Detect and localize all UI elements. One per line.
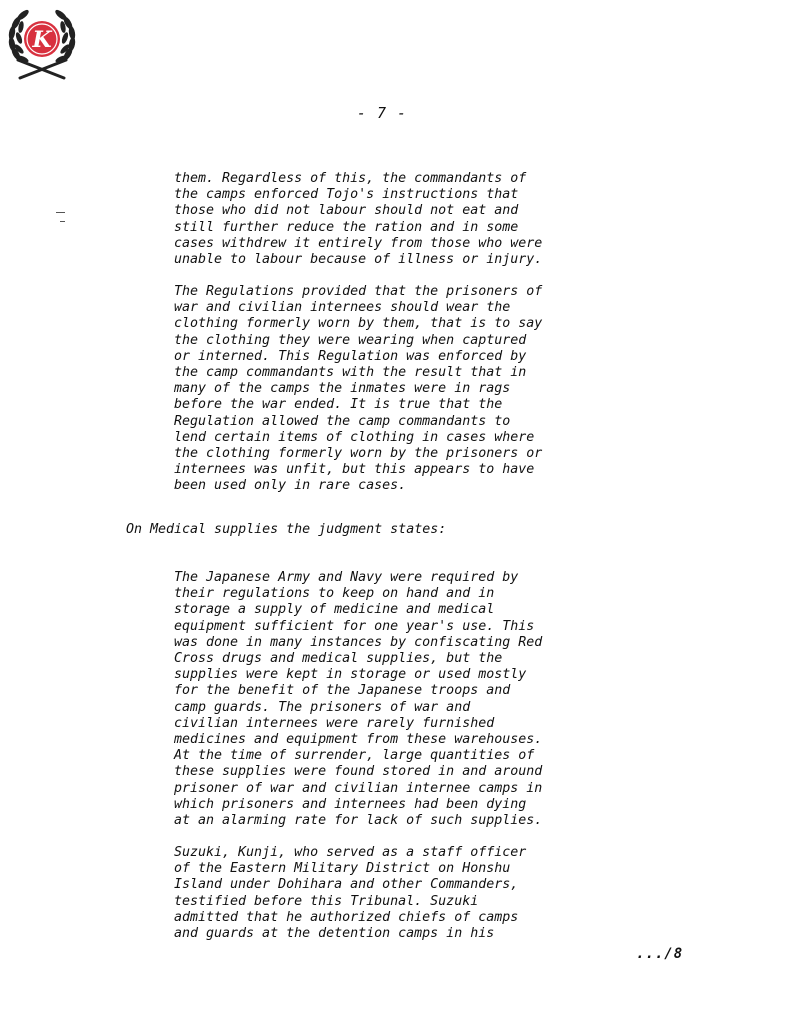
text-line: testified before this Tribunal. Suzuki <box>174 893 479 909</box>
text-line: equipment sufficient for one year's use. This <box>174 618 535 634</box>
text-line: admitted that he authorized chiefs of camps <box>174 909 519 925</box>
text-line: them. Regardless of this, the commandants of <box>174 171 527 186</box>
text-line: the clothing they were wearing when captured <box>174 332 527 348</box>
text-line: these supplies were found stored in and around <box>174 764 543 780</box>
text-line: or interned. This Regulation was enforced by <box>174 348 527 364</box>
text-line: storage a supply of medicine and medical <box>174 602 495 618</box>
text-line: The Regulations provided that the prisoners of <box>174 284 543 299</box>
text-line: lend certain items of clothing in cases where <box>174 429 535 445</box>
text-line: Cross drugs and medical supplies, but the <box>174 651 503 667</box>
text-line: unable to labour because of illness or injury. <box>174 252 543 268</box>
paragraph-2 <box>174 284 600 495</box>
stray-mark <box>60 221 65 222</box>
text-line: many of the camps the inmates were in rags <box>174 381 511 397</box>
text-line: been used only in rare cases. <box>174 478 407 494</box>
text-line: clothing formerly worn by them, that is to say <box>174 316 543 332</box>
paragraph-1 <box>174 171 600 268</box>
text-line: medicines and equipment from these warehouses. <box>174 732 543 748</box>
text-line: cases withdrew it entirely from those who were <box>174 235 543 251</box>
text-line: civilian internees were rarely furnished <box>174 715 495 731</box>
text-line: still further reduce the ration and in some <box>174 219 519 235</box>
text-line: and guards at the detention camps in his <box>174 926 495 942</box>
paragraph-4 <box>174 845 600 942</box>
logo-letter: K <box>32 27 52 53</box>
text-line: the clothing formerly worn by the prisoners or <box>174 446 543 462</box>
logo <box>6 4 78 86</box>
text-line: of the Eastern Military District on Honshu <box>174 861 511 877</box>
text-line: Island under Dohihara and other Commanders, <box>174 877 519 893</box>
text-line: at an alarming rate for lack of such supplies. <box>174 813 543 829</box>
stray-mark <box>56 212 65 213</box>
laurel-wreath-icon <box>6 4 78 86</box>
text-line: the camp commandants with the result that in <box>174 365 527 381</box>
paragraph-3 <box>174 570 600 829</box>
continuation-marker: .../8 <box>636 946 684 962</box>
text-line: was done in many instances by confiscating Red <box>174 634 543 650</box>
text-line: which prisoners and internees had been dying <box>174 796 527 812</box>
text-line: the camps enforced Tojo's instructions that <box>174 187 519 203</box>
text-line: those who did not labour should not eat and <box>174 203 519 219</box>
text-line: for the benefit of the Japanese troops and <box>174 683 511 699</box>
text-line: The Japanese Army and Navy were required by <box>174 570 519 585</box>
text-line: supplies were kept in storage or used mostly <box>174 667 527 683</box>
text-line: their regulations to keep on hand and in <box>174 586 495 602</box>
text-line: camp guards. The prisoners of war and <box>174 699 471 715</box>
text-line: Suzuki, Kunji, who served as a staff officer <box>174 845 527 860</box>
text-line: Regulation allowed the camp commandants to <box>174 413 511 429</box>
section-intro: On Medical supplies the judgment states: <box>126 522 447 537</box>
text-line: prisoner of war and civilian internee camps in <box>174 780 543 796</box>
text-line: internees was unfit, but this appears to have <box>174 462 535 478</box>
text-line: war and civilian internees should wear the <box>174 300 511 316</box>
text-line: At the time of surrender, large quantities of <box>174 748 535 764</box>
page-number: - 7 - <box>356 104 408 122</box>
text-line: before the war ended. It is true that the <box>174 397 503 413</box>
